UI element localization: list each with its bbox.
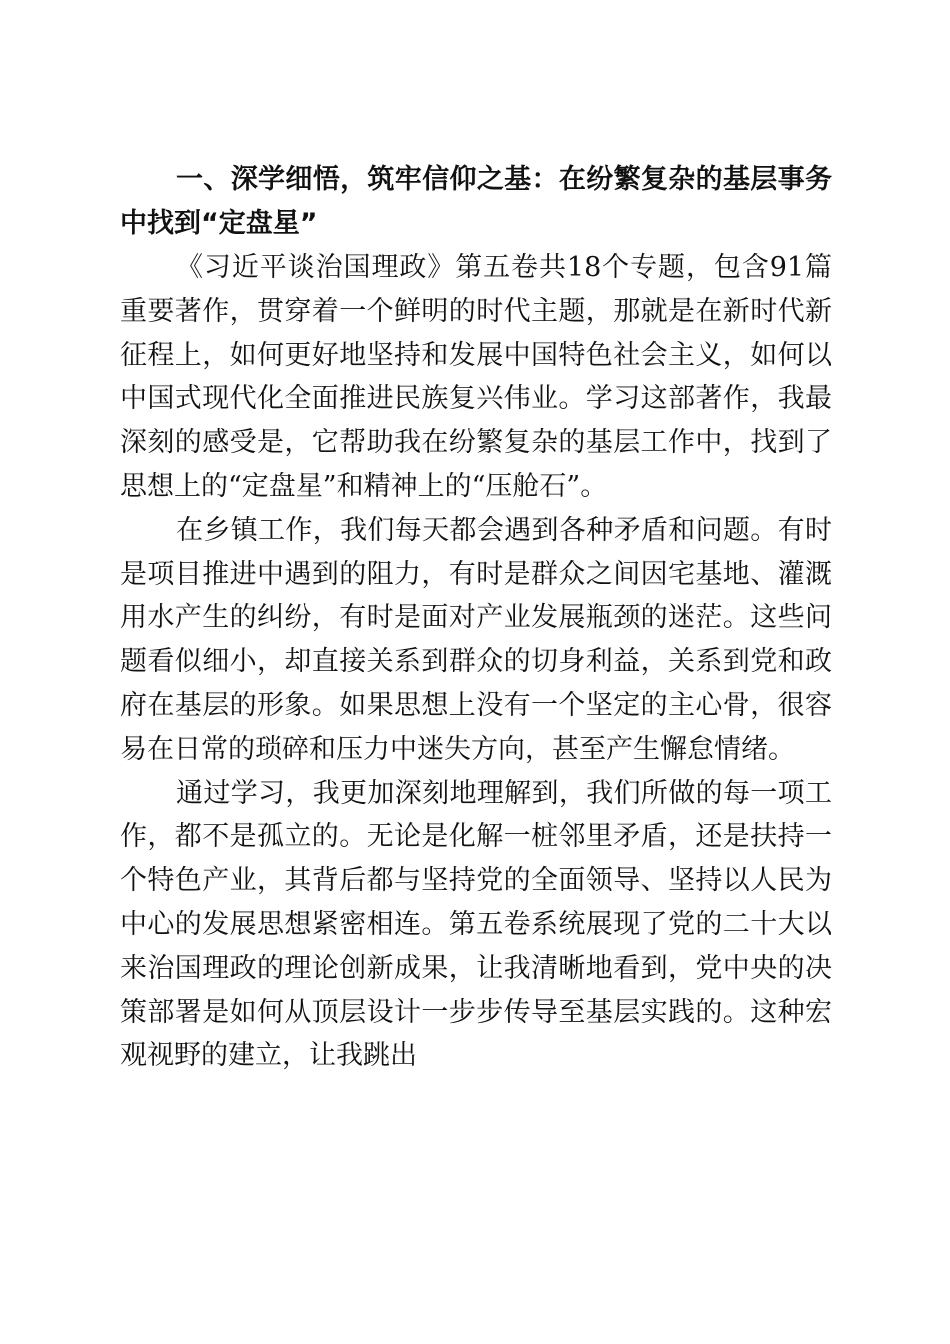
paragraph-1: 《习近平谈治国理政》第五卷共18个专题，包含91篇重要著作，贯穿着一个鲜明的时代主题，那就是在新时代新征程上，如何更好地坚持和发展中国特色社会主义，如何以中国式现代化全面推进民族复兴伟业。学习这部著作，我最深刻的感受是，它帮助我在纷繁复杂的基层工作中，找到了思想上的“定盘星”和精神上的“压舱石”。	[120, 252, 832, 502]
document-body	[120, 158, 832, 1078]
section-heading: 一、深学细悟，筑牢信仰之基：在纷繁复杂的基层事务中找到“定盘星”	[120, 164, 832, 239]
paragraph-3: 通过学习，我更加深刻地理解到，我们所做的每一项工作，都不是孤立的。无论是化解一桩邻里矛盾，还是扶持一个特色产业，其背后都与坚持党的全面领导、坚持以人民为中心的发展思想紧密相连。第五卷系统展现了党的二十大以来治国理政的理论创新成果，让我清晰地看到，党中央的决策部署是如何从顶层设计一步步传导至基层实践的。这种宏观视野的建立，让我跳出	[120, 777, 832, 1072]
paragraph-2: 在乡镇工作，我们每天都会遇到各种矛盾和问题。有时是项目推进中遇到的阻力，有时是群众之间因宅基地、灌溉用水产生的纠纷，有时是面对产业发展瓶颈的迷茫。这些问题看似细小，却直接关系到群众的切身利益，关系到党和政府在基层的形象。如果思想上没有一个坚定的主心骨，很容易在日常的琐碎和压力中迷失方向，甚至产生懈怠情绪。	[120, 514, 832, 765]
